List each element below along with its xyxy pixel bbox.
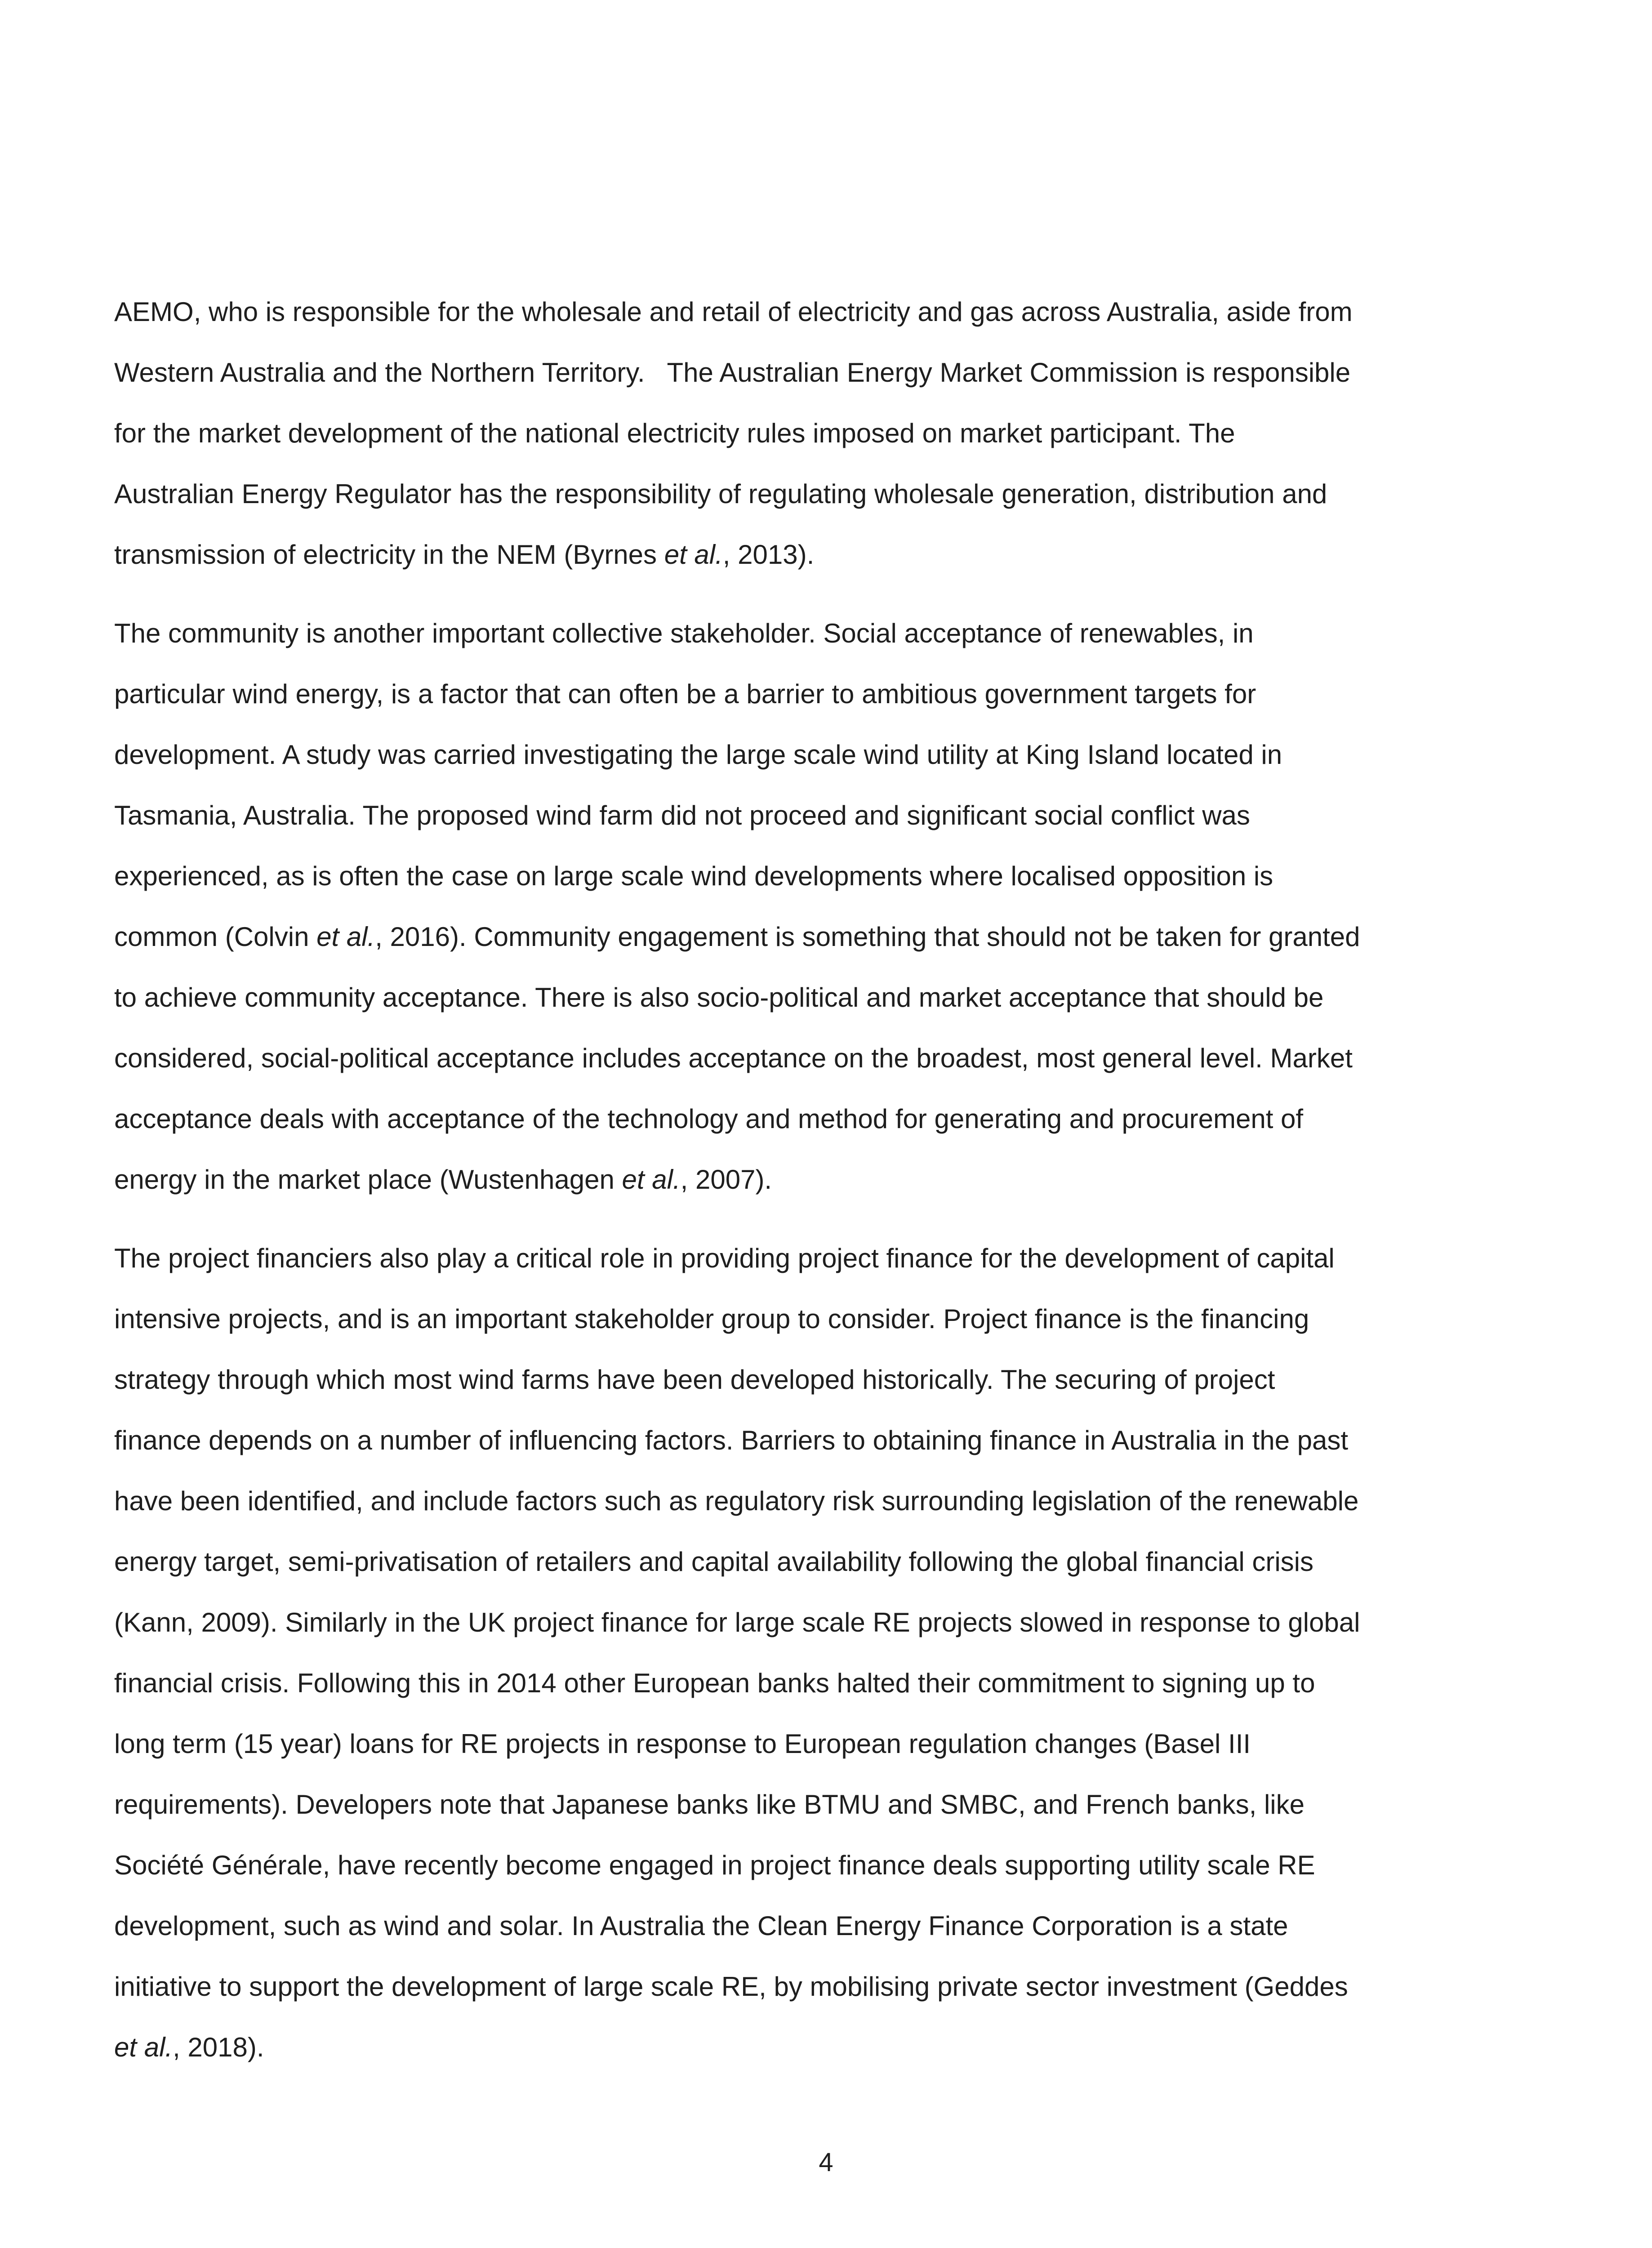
text-line (114, 1228, 1535, 1289)
text-line (114, 403, 1535, 464)
text-line (114, 1956, 1535, 2017)
text-run: development, such as wind and solar. In Australia the Clean Energy Finance Corporation is a state (114, 1911, 1288, 1941)
text-run: , 2007). (680, 1164, 772, 1195)
text-run: acceptance deals with acceptance of the technology and method for generating and procurement of (114, 1104, 1304, 1134)
text-line (114, 906, 1535, 967)
text-line (114, 1592, 1535, 1653)
italic-text: et al. (316, 922, 375, 952)
text-run: financial crisis. Following this in 2014 other European banks halted their commitment to signing up to (114, 1668, 1315, 1698)
text-run: requirements). Developers note that Japanese banks like BTMU and SMBC, and French banks, like (114, 1789, 1305, 1820)
text-line (114, 1774, 1535, 1835)
text-line (114, 464, 1535, 524)
text-line (114, 1088, 1535, 1149)
text-line (114, 1471, 1535, 1531)
text-run: to achieve community acceptance. There is also socio-political and market acceptance that should be (114, 982, 1324, 1012)
text-line (114, 1349, 1535, 1410)
text-run: (Kann, 2009). Similarly in the UK project finance for large scale RE projects slowed in response to global (114, 1607, 1360, 1637)
text-run: The community is another important collective stakeholder. Social acceptance of renewables, in (114, 618, 1254, 648)
text-run: The project financiers also play a critical role in providing project finance for the development of capital (114, 1243, 1335, 1273)
text-line (114, 1410, 1535, 1471)
text-run: , 2018). (173, 2032, 264, 2062)
text-run: strategy through which most wind farms have been developed historically. The securing of project (114, 1365, 1275, 1395)
text-run: energy target, semi-privatisation of retailers and capital availability following the global financial crisis (114, 1547, 1314, 1577)
paragraph (114, 281, 1535, 585)
text-line (114, 1149, 1535, 1210)
text-line (114, 342, 1535, 403)
paragraph (114, 1228, 1535, 2078)
text-run: finance depends on a number of influencing factors. Barriers to obtaining finance in Australia in the past (114, 1425, 1349, 1455)
text-line (114, 1531, 1535, 1592)
text-run: , 2013). (722, 540, 815, 570)
text-line (114, 664, 1535, 724)
text-run: intensive projects, and is an important stakeholder group to consider. Project finance is the financing (114, 1304, 1309, 1334)
text-run: energy in the market place (Wustenhagen (114, 1164, 622, 1195)
italic-text: et al. (114, 2032, 173, 2062)
text-run: , 2016). Community engagement is something that should not be taken for granted (375, 922, 1360, 952)
italic-text: et al. (664, 540, 723, 570)
text-line (114, 2017, 1535, 2078)
text-run: Société Générale, have recently become engaged in project finance deals supporting utility scale RE (114, 1850, 1315, 1880)
text-line (114, 281, 1535, 342)
text-line (114, 1713, 1535, 1774)
text-run: initiative to support the development of large scale RE, by mobilising private sector investment (Geddes (114, 1971, 1348, 2002)
text-run: particular wind energy, is a factor that can often be a barrier to ambitious government targets for (114, 679, 1256, 709)
text-run: development. A study was carried investigating the large scale wind utility at King Island located in (114, 740, 1282, 770)
paragraph (114, 603, 1535, 1210)
italic-text: et al. (622, 1164, 681, 1195)
text-run: considered, social-political acceptance includes acceptance on the broadest, most general level. Market (114, 1043, 1353, 1073)
text-line (114, 1835, 1535, 1896)
text-line (114, 785, 1535, 846)
text-line (114, 967, 1535, 1028)
text-line (114, 1289, 1535, 1349)
text-run: common (Colvin (114, 922, 317, 952)
text-run: Australian Energy Regulator has the responsibility of regulating wholesale generation, distribution and (114, 479, 1327, 509)
text-run: transmission of electricity in the NEM (Byrnes (114, 540, 664, 570)
text-run: for the market development of the national electricity rules imposed on market participant. The (114, 418, 1235, 448)
text-line (114, 1896, 1535, 1956)
text-run: have been identified, and include factors such as regulatory risk surrounding legislation of the renewable (114, 1486, 1359, 1516)
body-text (114, 281, 1535, 2096)
text-line (114, 846, 1535, 906)
text-line (114, 1028, 1535, 1088)
text-run: long term (15 year) loans for RE projects in response to European regulation changes (Basel III (114, 1729, 1251, 1759)
text-line (114, 724, 1535, 785)
text-line (114, 603, 1535, 664)
text-run: AEMO, who is responsible for the wholesale and retail of electricity and gas across Australia, aside from (114, 297, 1353, 327)
text-line (114, 1653, 1535, 1713)
text-run: Western Australia and the Northern Territory. The Australian Energy Market Commission is responsible (114, 357, 1351, 388)
text-run: Tasmania, Australia. The proposed wind farm did not proceed and significant social conflict was (114, 800, 1250, 830)
page-number: 4 (819, 2148, 833, 2177)
text-line (114, 524, 1535, 585)
text-run: experienced, as is often the case on large scale wind developments where localised opposition is (114, 861, 1274, 891)
